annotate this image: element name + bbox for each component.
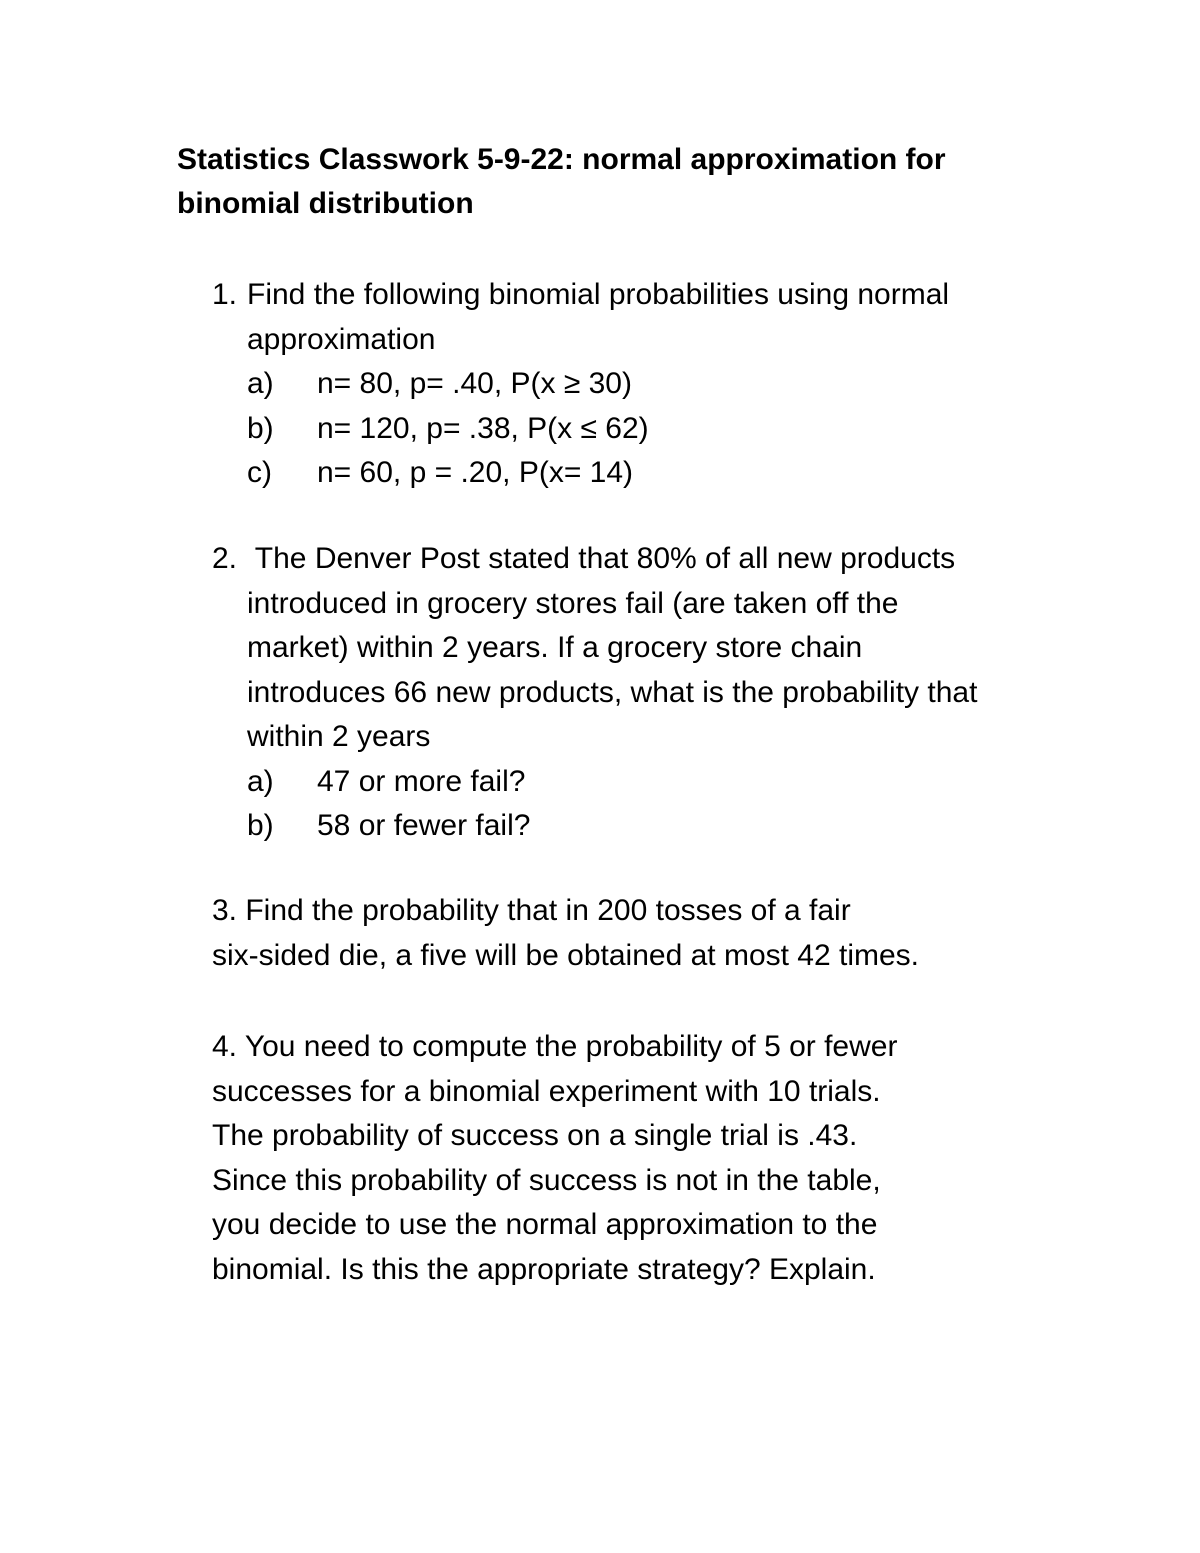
- part-label: b): [247, 411, 274, 445]
- question-line: six-sided die, a five will be obtained at most 42 times.: [212, 938, 920, 972]
- question-line: successes for a binomial experiment with 10 trials.: [212, 1074, 881, 1108]
- question-line: The probability of success on a single trial is .43.: [212, 1119, 858, 1152]
- question-line: introduced in grocery stores fail (are taken off the: [247, 586, 899, 620]
- question-body: [247, 537, 977, 849]
- question-number: 2.: [212, 542, 238, 575]
- question-line: 3. Find the probability that in 200 tosses of a fair: [212, 894, 851, 927]
- part-text: 47 or more fail?: [317, 764, 526, 798]
- question-4: [212, 1025, 897, 1292]
- part-text: n= 60, p = .20, P(x= 14): [317, 456, 634, 489]
- question-part-a: [247, 760, 977, 805]
- question-line: approximation: [247, 322, 436, 356]
- part-text: 58 or fewer fail?: [317, 809, 531, 842]
- question-part-b: [247, 407, 949, 452]
- question-part-a: [247, 362, 949, 407]
- part-text: n= 80, p= .40, P(x ≥ 30): [317, 367, 632, 400]
- part-label: a): [247, 764, 274, 798]
- part-label: c): [247, 456, 272, 489]
- question-line: 4. You need to compute the probability of 5 or fewer: [212, 1030, 898, 1063]
- question-3: [212, 889, 919, 978]
- part-text: n= 120, p= .38, P(x ≤ 62): [317, 411, 649, 445]
- question-line: Since this probability of success is not in the table,: [212, 1163, 881, 1197]
- question-line: Find the following binomial probabilities using normal: [247, 278, 950, 311]
- part-label: b): [247, 809, 274, 842]
- title-line-1: Statistics Classwork 5-9-22: normal approximation for: [177, 143, 946, 176]
- question-line: market) within 2 years. If a grocery store chain: [247, 631, 863, 664]
- question-number: 1.: [212, 278, 238, 311]
- question-body: [247, 273, 949, 496]
- question-part-b: [247, 804, 977, 849]
- question-line: within 2 years: [247, 720, 431, 753]
- question-line: binomial. Is this the appropriate strategy? Explain.: [212, 1252, 876, 1286]
- title-line-2: binomial distribution: [177, 187, 474, 220]
- question-line: you decide to use the normal approximation to the: [212, 1208, 878, 1241]
- question-line: introduces 66 new products, what is the probability that: [247, 675, 978, 709]
- question-part-c: [247, 451, 949, 496]
- part-label: a): [247, 367, 274, 400]
- question-line: The Denver Post stated that 80% of all new products: [247, 542, 956, 575]
- page-title: [177, 138, 1077, 226]
